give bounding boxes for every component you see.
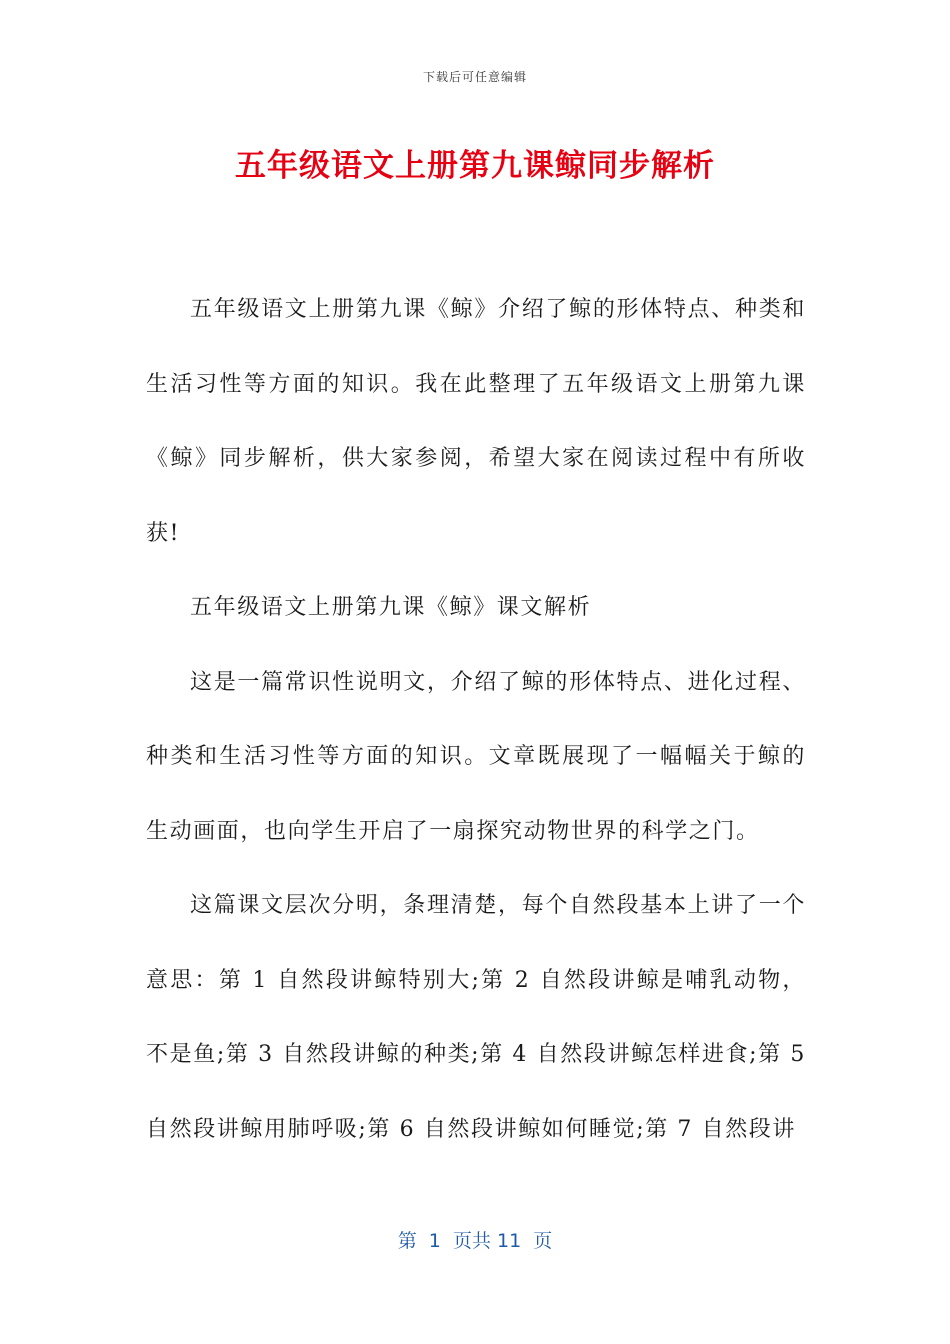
header-note: 下载后可任意编辑 [422,70,527,84]
document-title: 五年级语文上册第九课鲸同步解析 [235,148,715,184]
document-body [146,273,806,1167]
section-heading: 五年级语文上册第九课《鲸》课文解析 [190,595,592,620]
page-number-footer: 第 1 页共 11 页 [397,1230,553,1252]
analysis-paragraph: 这是一篇常识性说明文，介绍了鲸的形体特点、进化过程、种类和生活习性等方面的知识。文章既展现了一幅幅关于鲸的生动画面，也向学生开启了一扇探究动物世界的科学之门。 [146,669,806,844]
structure-paragraph: 这篇课文层次分明，条理清楚，每个自然段基本上讲了一个意思：第 1 自然段讲鲸特别大;第 2 自然段讲鲸是哺乳动物，不是鱼;第 3 自然段讲鲸的种类;第 4 自然段讲鲸怎样进食;第 5 自然段讲鲸用肺呼吸;第 6 自然段讲鲸如何睡觉;第 7 自然段讲 [146,893,806,1142]
intro-paragraph: 五年级语文上册第九课《鲸》介绍了鲸的形体特点、种类和生活习性等方面的知识。我在此整理了五年级语文上册第九课《鲸》同步解析，供大家参阅，希望大家在阅读过程中有所收获! [146,297,806,546]
